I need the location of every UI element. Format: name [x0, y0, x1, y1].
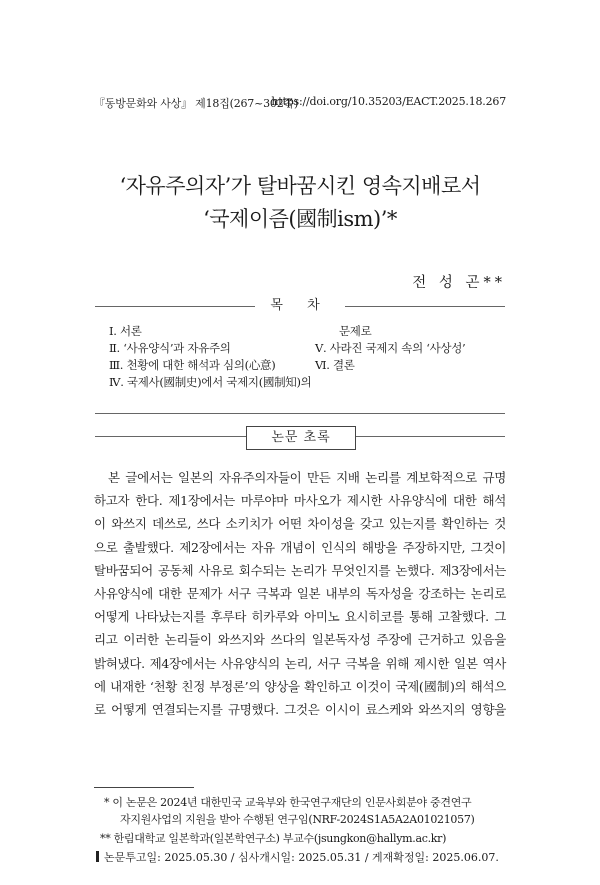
table-of-contents [95, 298, 505, 414]
abstract-line: 리고 이러한 논리들이 와쓰지와 쓰다의 일본독자성 주장에 근거하고 있음을 [94, 632, 506, 648]
abstract-label: 논문 초록 [246, 426, 356, 450]
abstract-line: 이 와쓰지 데쓰로, 쓰다 소키치가 어떤 차이성을 갖고 있는지를 확인하는 것 [94, 516, 506, 532]
toc-item: Ⅴ. 사라진 국제지 속의 ‘사상성’ [315, 341, 466, 355]
abstract-line: 하고자 한다. 제1장에서는 마루야마 마사오가 제시한 사유양식에 대한 해석 [94, 493, 506, 509]
abstract-line: 탈바꿈되어 공동체 사유로 회수되는 논리가 무엇인지를 논했다. 제3장에서는 [94, 562, 506, 578]
marker-bar [96, 851, 99, 862]
toc-item: Ⅵ. 결론 [315, 358, 355, 372]
author-name: 전 성 곤** [412, 275, 506, 291]
submission-dates-text: 논문투고일: 2025.05.30 / 심사개시일: 2025.05.31 / 게재확정일: 2025.06.07. [104, 851, 499, 864]
toc-heading: 목 차 [255, 297, 345, 315]
abstract-line: 에 내재한 ‘천황 친정 부정론’의 양상을 확인하고 이것이 국제(國制)의 해석으 [94, 678, 506, 694]
doi-link[interactable]: https://doi.org/10.35203/EACT.2025.18.267 [271, 95, 506, 108]
journal-citation: 『동방문화와 사상』 제18집(267~302쪽) [94, 97, 299, 110]
toc-item: Ⅲ. 천황에 대한 해석과 심의(心意) [109, 358, 276, 372]
submission-dates [96, 849, 499, 865]
abstract-line: 사유양식에 대한 문제가 서구 극복과 일본 내부의 독자성을 강조하는 논리로 [94, 586, 506, 602]
paper-title-line-2: ‘국제이즘(國制ism)’* [203, 207, 397, 231]
toc-item: Ⅳ. 국제사(國制史)에서 국제지(國制知)의 [109, 375, 312, 389]
footnote-divider [94, 787, 194, 788]
paper-title-line-1: ‘자유주의자’가 탈바꿈시킨 영속지배로서 [119, 174, 481, 198]
footnote-affiliation: ** 한림대학교 일본학과(일본학연구소) 부교수(jsungkon@hallym.ac.kr) [100, 832, 447, 845]
abstract-body [94, 466, 506, 721]
footnote-funding-line-1: * 이 논문은 2024년 대한민국 교육부와 한국연구재단의 인문사회분야 중견연구 [104, 796, 472, 809]
toc-item: 문제로 [339, 324, 372, 338]
abstract-line: 어떻게 나타났는지를 후루타 히카루와 아미노 요시히코를 통해 고찰했다. 그 [94, 609, 506, 625]
abstract-line: 로 어떻게 연결되는지를 규명했다. 그것은 이시이 료스케와 와쓰지의 영향을 [94, 702, 506, 718]
abstract-line: 밝혀냈다. 제4장에서는 사유양식의 논리, 서구 극복을 위해 제시한 일본 역사 [94, 655, 506, 671]
toc-item: Ⅱ. ‘사유양식’과 자유주의 [109, 341, 231, 355]
toc-item: Ⅰ. 서론 [109, 324, 142, 338]
abstract-line: 본 글에서는 일본의 자유주의자들이 만든 지배 논리를 계보학적으로 규명 [108, 470, 506, 485]
footnote-funding-line-2: 자지원사업의 지원을 받아 수행된 연구임(NRF-2024S1A5A2A01021057) [120, 813, 475, 826]
abstract-line: 으로 출발했다. 제2장에서는 자유 개념이 인식의 해방을 주장하지만, 그것이 [94, 539, 506, 555]
